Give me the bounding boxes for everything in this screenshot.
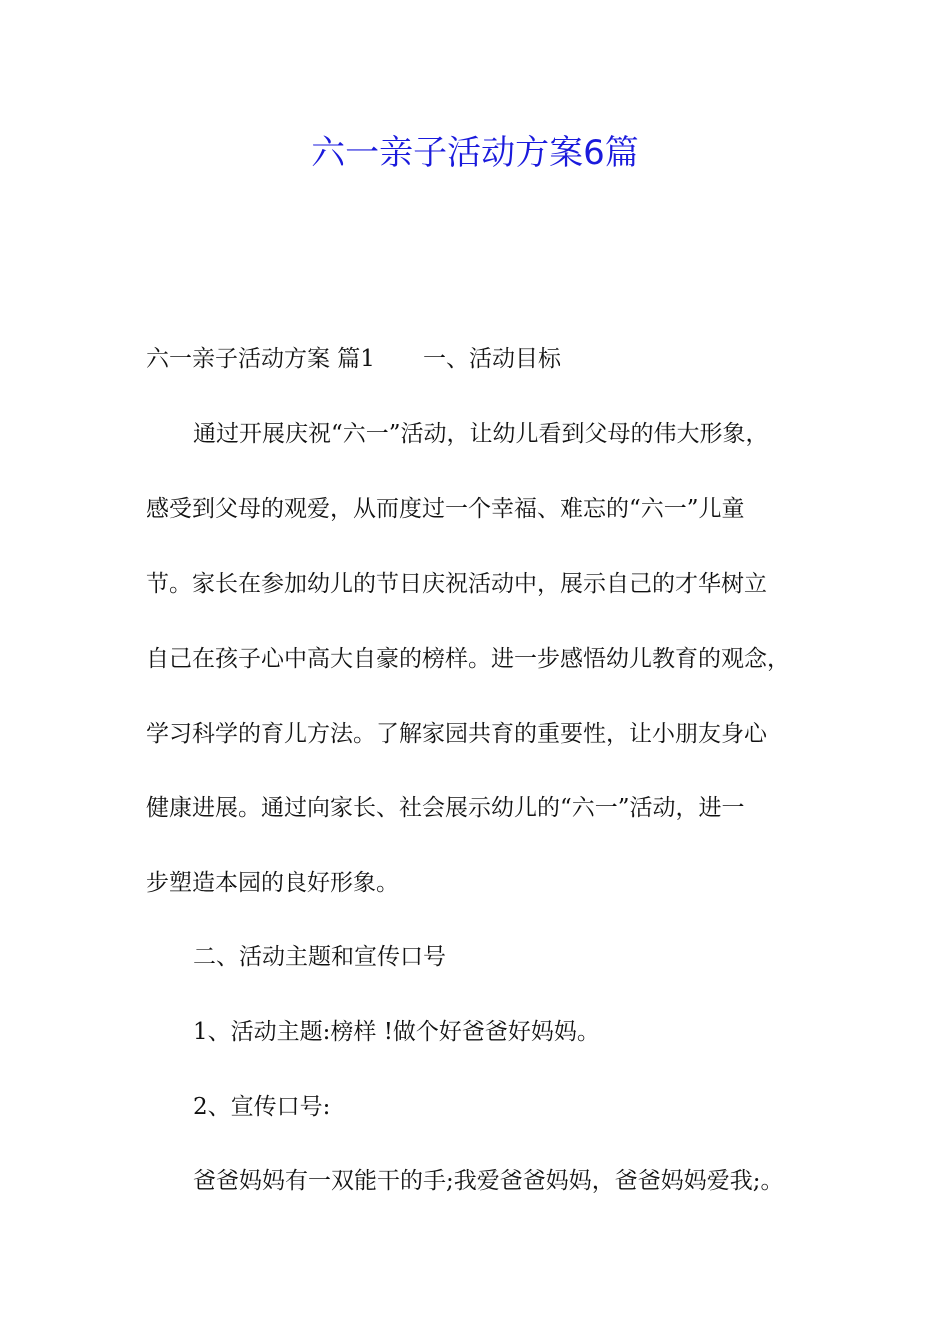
section-label: 六一亲子活动方案 篇1 (146, 346, 375, 372)
paragraph-line: 通过开展庆祝“六一”活动，让幼儿看到父母的伟大形象， (193, 421, 769, 447)
list-item-slogan-label: 2、宣传口号: (193, 1094, 331, 1120)
document-title: 六一亲子活动方案6篇 (311, 133, 639, 173)
paragraph-line: 健康进展。通过向家长、社会展示幼儿的“六一”活动，进一 (146, 795, 745, 821)
section-heading-2: 二、活动主题和宣传口号 (193, 944, 446, 970)
paragraph-line: 学习科学的育儿方法。了解家园共育的重要性，让小朋友身心 (146, 721, 767, 747)
list-item-theme: 1、活动主题:榜样 !做个好爸爸好妈妈。 (193, 1019, 600, 1045)
paragraph-line: 节。家长在参加幼儿的节日庆祝活动中，展示自己的才华树立 (146, 571, 767, 597)
section-header-line (146, 343, 561, 375)
slogan-text: 爸爸妈妈有一双能干的手;我爱爸爸妈妈，爸爸妈妈爱我;。 (193, 1168, 784, 1194)
paragraph-line: 步塑造本园的良好形象。 (146, 870, 399, 896)
paragraph-line: 感受到父母的观爱，从而度过一个幸福、难忘的“六一”儿童 (146, 496, 745, 522)
section-heading-1: 一、活动目标 (422, 346, 561, 372)
paragraph-line: 自己在孩子心中高大自豪的榜样。进一步感悟幼儿教育的观念， (146, 646, 790, 672)
